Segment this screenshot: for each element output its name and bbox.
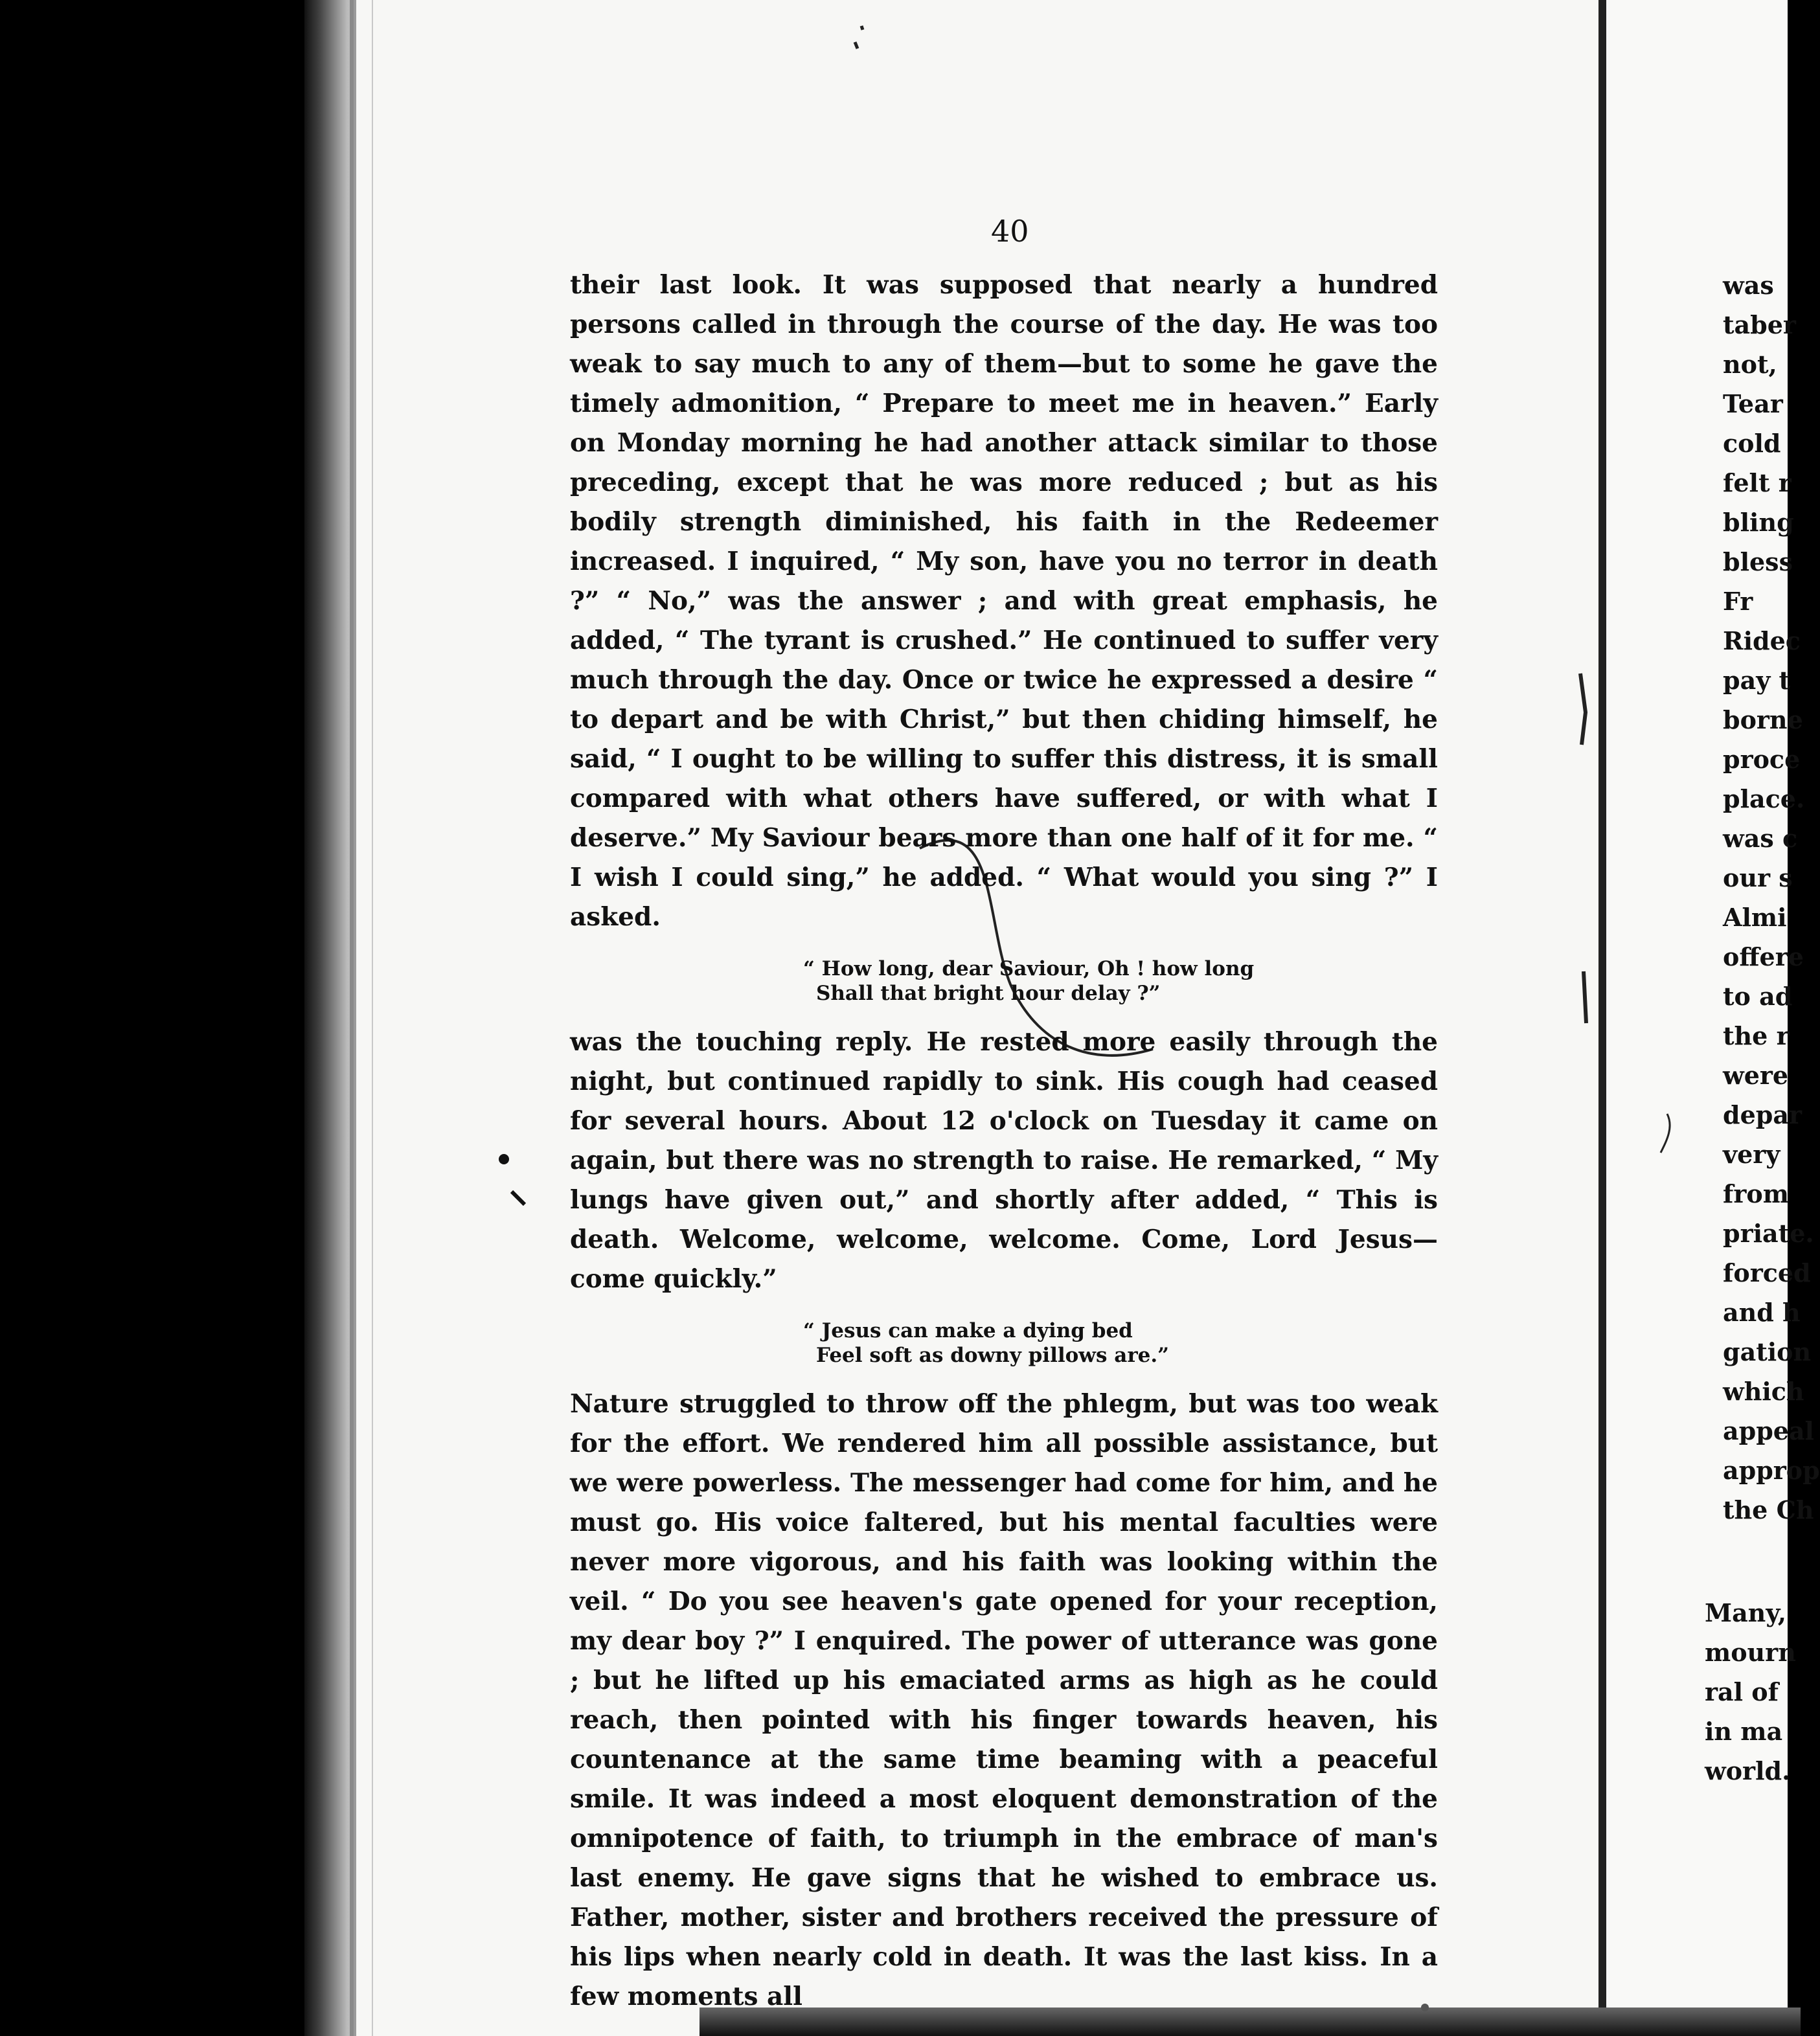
paragraph: was the touching reply. He rested more easily through the night, but continued rapidly to sink. His cough had ceased for several hours. About 12 o'clock on Tuesday it came on again, but there was no strength to raise. He remarked, “ My lungs have given out,” and shortly after added, “ This is death. Welcome, welcome, welcome. Come, Lord Jesus—come quickly.” — [570, 1027, 1438, 1294]
facing-page-line: our s — [1723, 863, 1793, 892]
facing-page-line: Tear — [1723, 389, 1783, 418]
facing-page-line: was — [1723, 271, 1774, 300]
facing-page-line: was c — [1723, 824, 1798, 853]
paragraph: their last look. It was supposed that nearly a hundred persons called in through the course of the day. He was too weak to say much to any of them—but to some he gave the timely admonition, “ Prepare to meet me in heaven.” Early on Monday morning he had another attack similar to those preceding, except that he was more reduced ; but as his bodily strength diminished, his faith in the Redeemer increased. I inquired, “ My son, have you no terror in death ?” “ No,” was the answer ; and with great emphasis, he added, “ The tyrant is crushed.” He continued to suffer very much through the day. Once or twice he expressed a desire “ to depart and be with Christ,” but then chiding himself, he said, “ I ought to be willing to suffer this distress, it is small compared with what others have suffered, or with what I deserve.” My Saviour bears more than one half of it for me. “ I wish I could sing,” he added. “ What would you sing ?” I asked. — [570, 270, 1438, 932]
facing-page-line: offere — [1723, 942, 1804, 971]
facing-page-line: Fr — [1723, 587, 1753, 616]
facing-page-line: world. — [1705, 1756, 1791, 1785]
paragraph: Nature struggled to throw off the phlegm, but was too weak for the effort. We rendered him all possible assistance, but we were powerless. The messenger had come for him, and he must go. His voice faltered, but his mental faculties were never more vigorous, and his faith was looking within the veil. “ Do you see heaven's gate opened for your reception, my dear boy ?” I enquired. The power of utterance was gone ; but he lifted up his emaciated arms as high as he could reach, then pointed with his finger towards heaven, his countenance at the same time beaming with a peaceful smile. It was indeed a most eloquent demonstration of the omnipotence of faith, to triumph in the embrace of man's last enemy. He gave signs that he wished to embrace us. Father, mother, sister and brothers received the pressure of his lips when nearly cold in death. It was the last kiss. In a few moments all — [570, 1389, 1438, 2011]
verse-line: Shall that bright hour delay ?” — [816, 982, 1161, 1005]
facing-page-line: the Ch — [1723, 1495, 1814, 1524]
page-number: 40 — [991, 214, 1029, 249]
page-body-text — [570, 266, 1438, 2017]
verse-line: “ How long, dear Saviour, Oh ! how long — [803, 957, 1255, 980]
facing-page-line: and h — [1723, 1298, 1801, 1327]
facing-page-line: from — [1723, 1179, 1789, 1208]
facing-page-line: to ad — [1723, 982, 1793, 1011]
verse-line: Feel soft as downy pillows are.” — [816, 1344, 1169, 1367]
verse-quotation — [570, 1318, 1438, 1368]
facing-page-line: taber — [1723, 310, 1796, 339]
facing-page-line: felt r — [1723, 468, 1792, 497]
facing-page-line: cold — [1723, 429, 1781, 458]
facing-page-line: mourn — [1705, 1638, 1796, 1667]
facing-page-line: very — [1723, 1140, 1780, 1169]
verse-line: “ Jesus can make a dying bed — [803, 1319, 1133, 1342]
facing-page-line: proce — [1723, 745, 1801, 774]
facing-page-line: gation — [1723, 1337, 1812, 1366]
ink-spot — [499, 1154, 509, 1164]
facing-page-text-fragment — [1723, 266, 1820, 1530]
facing-page-line: bless — [1723, 547, 1793, 576]
facing-page-line: were — [1723, 1061, 1789, 1090]
facing-page-line: Ridec — [1723, 626, 1801, 655]
facing-page-line: ral of — [1705, 1677, 1779, 1706]
facing-page-text-fragment — [1705, 1593, 1796, 1791]
facing-page-line: in ma — [1705, 1717, 1783, 1746]
facing-page-line: borne — [1723, 705, 1803, 734]
facing-page-line: the r — [1723, 1021, 1790, 1050]
facing-page-line: pay t — [1723, 666, 1791, 695]
facing-page-line: place. — [1723, 784, 1805, 813]
facing-page-line: depar — [1723, 1100, 1802, 1129]
facing-page-line: priate. — [1723, 1219, 1814, 1248]
facing-page-line: which — [1723, 1377, 1804, 1406]
facing-page-line: bling — [1723, 508, 1794, 537]
facing-page-line: not, — [1723, 350, 1777, 379]
facing-page-line: Almi — [1723, 903, 1787, 932]
facing-page-line: approp — [1723, 1456, 1820, 1485]
facing-page-line: Many, — [1705, 1598, 1786, 1627]
facing-page-line: appeal — [1723, 1416, 1814, 1445]
facing-page-line: forced — [1723, 1258, 1811, 1287]
verse-quotation — [570, 956, 1438, 1006]
